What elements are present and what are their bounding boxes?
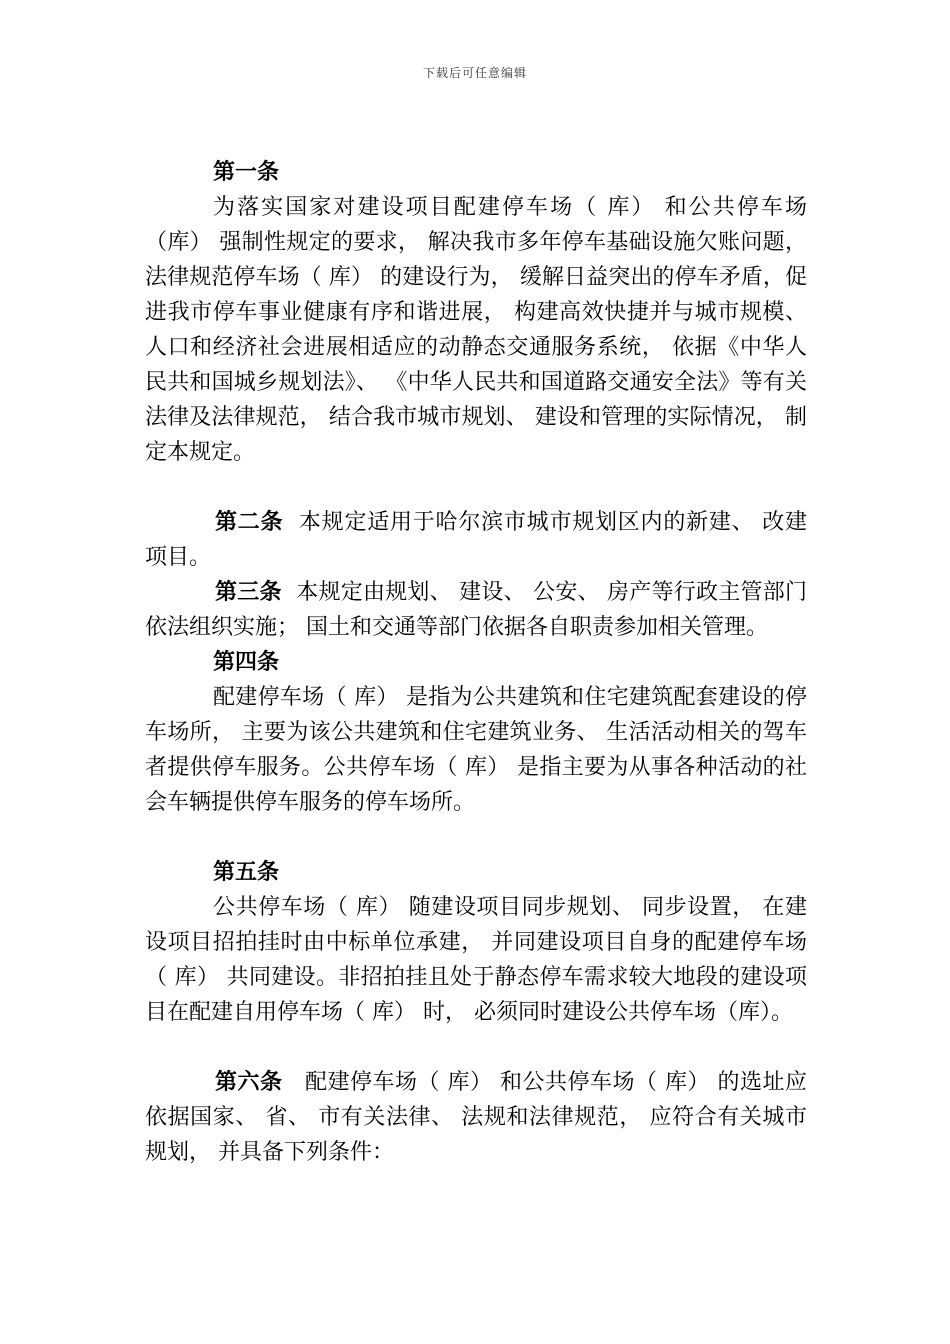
page-header-note: 下载后可任意编辑 [422, 66, 527, 80]
article-1-title: 第一条 [213, 160, 280, 185]
article-2-paragraph [145, 505, 807, 575]
article-4 [145, 645, 807, 820]
article-5 [145, 855, 807, 1030]
article-6-paragraph [145, 1065, 807, 1170]
article-3-paragraph [145, 575, 807, 645]
article-6 [145, 1065, 807, 1170]
article-1-text: 为落实国家对建设项目配建停车场（ 库） 和公共停车场（库） 强制性规定的要求， 解决我市多年停车基础设施欠账问题，法律规范停车场（ 库） 的建设行为， 缓解日益突出的停车矛盾，促进我市停车事业健康有序和谐进展， 构建高效快捷并与城市规模、 人口和经济社会进展相适应的动静态交通服务系统， 依据《中华人民共和国城乡规划法》、 《中华人民共和国道路交通安全法》等有关法律及法律规范， 结合我市城市规划、 建设和管理的实际情况， 制定本规定。 [145, 195, 807, 465]
article-3 [145, 575, 807, 645]
article-3-title: 第三条 [215, 580, 282, 605]
article-1 [145, 155, 807, 470]
article-6-text: 配建停车场（ 库） 和公共停车场（ 库） 的选址应依据国家、 省、 市有关法律、 法规和法律规范， 应符合有关城市规划， 并具备下列条件： [145, 1070, 807, 1165]
article-6-title: 第六条 [215, 1070, 283, 1095]
article-4-text: 配建停车场（ 库） 是指为公共建筑和住宅建筑配套建设的停车场所， 主要为该公共建筑和住宅建筑业务、 生活活动相关的驾车者提供停车服务。公共停车场（ 库） 是指主要为从事各种活动的社会车辆提供停车服务的停车场所。 [145, 685, 807, 815]
article-2 [145, 505, 807, 575]
article-2-title: 第二条 [215, 510, 284, 535]
article-2-text: 本规定适用于哈尔滨市城市规划区内的新建、 改建项目。 [145, 510, 807, 570]
article-3-text: 本规定由规划、 建设、 公安、 房产等行政主管部门依法组织实施； 国土和交通等部门依据各自职责参加相关管理。 [145, 580, 807, 640]
article-4-title: 第四条 [213, 650, 280, 675]
article-5-title: 第五条 [213, 860, 280, 885]
document-body [145, 155, 807, 1170]
article-5-text: 公共停车场（ 库） 随建设项目同步规划、 同步设置， 在建设项目招拍挂时由中标单位承建， 并同建设项目自身的配建停车场（ 库） 共同建设。非招拍挂且处于静态停车需求较大地段的建设项目在配建自用停车场（ 库） 时， 必须同时建设公共停车场（库）。 [145, 895, 807, 1025]
